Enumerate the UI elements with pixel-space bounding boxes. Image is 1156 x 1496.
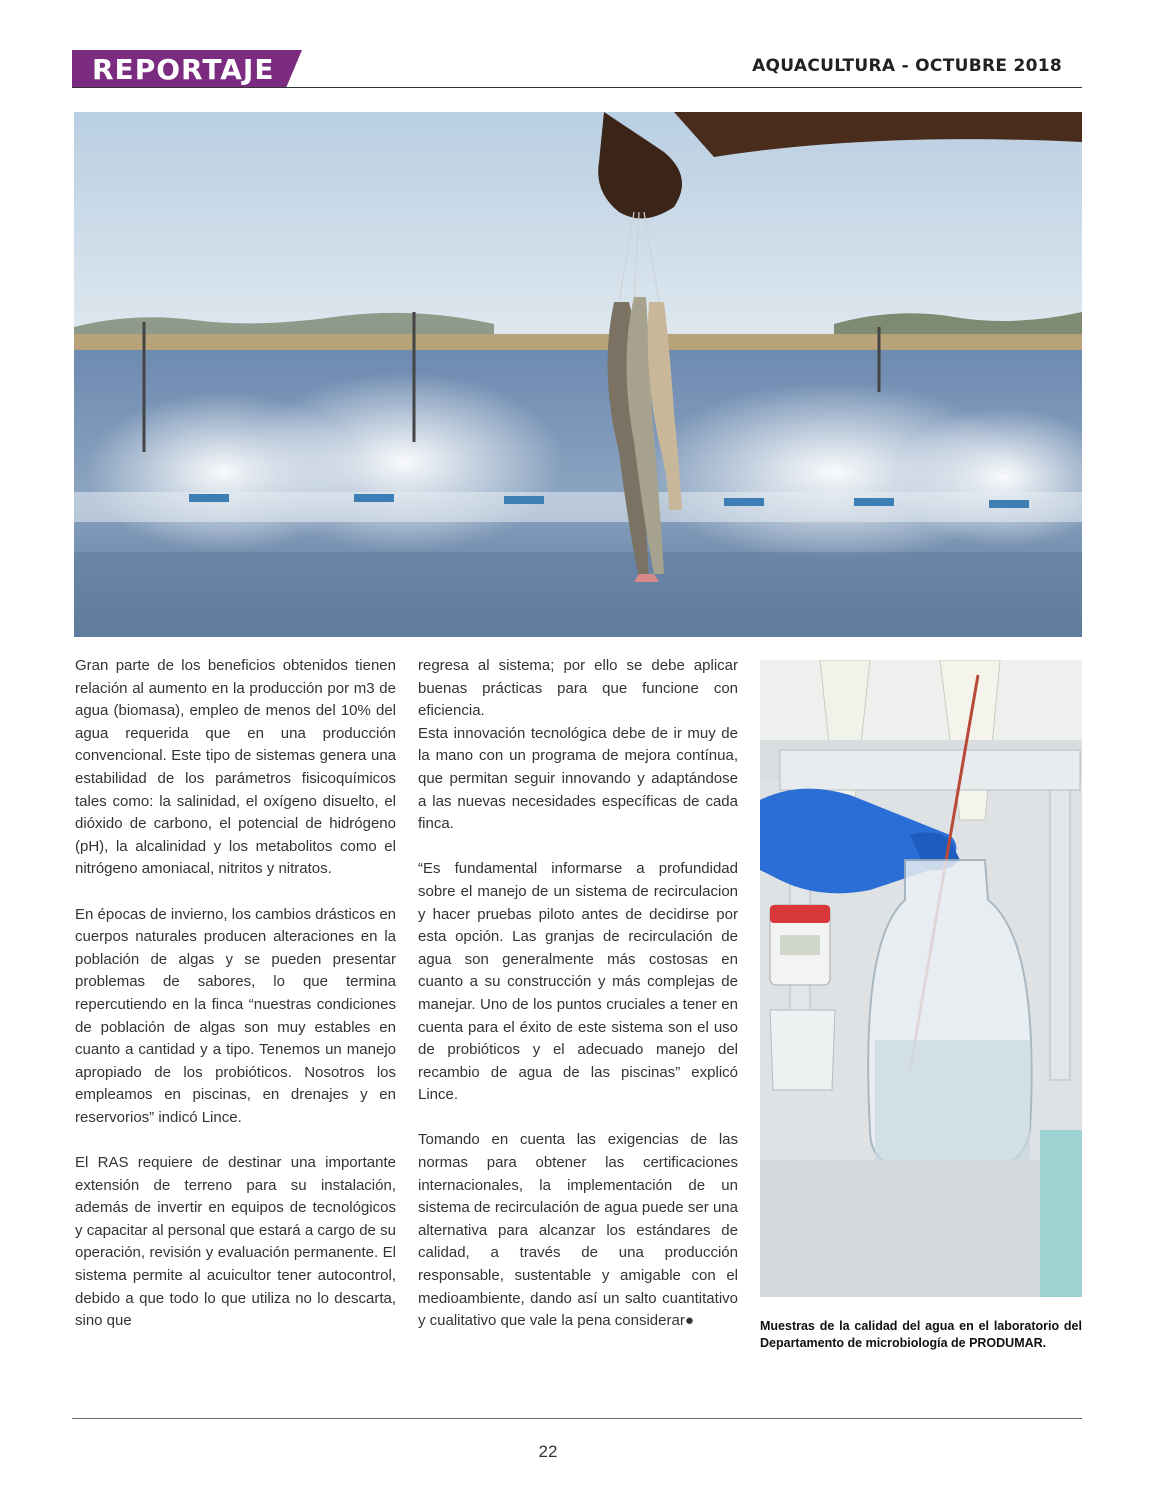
water-sample-lab-illustration xyxy=(760,660,1082,1297)
section-tag xyxy=(72,50,302,88)
publication-header: AQUACULTURA - OCTUBRE 2018 xyxy=(752,56,1062,76)
paragraph: El RAS requiere de destinar una importante extensión de terreno para su instalación, además de invertir en equipos de tecnológicos y capacitar al personal que estará a cargo de su operación, revisión y evaluación permanente. El sistema permite al acuicultor tener autocontrol, debido a que todo lo que utiliza no lo descarta, sino que xyxy=(75,1154,396,1330)
paragraph: Tomando en cuenta las exigencias de las normas para obtener las certificaciones internacionales, la implementación de un sistema de recirculación de agua puede ser una alternativa para alcanzar los estándares de calidad, a través de una producción responsable, sustentable y amigable con el medioambiente, dando así un salto cuantitativo y cualitativo que vale la pena considerar● xyxy=(418,1131,738,1330)
footer-divider xyxy=(72,1418,1082,1419)
header-divider xyxy=(72,87,1082,88)
shrimp-pond-illustration xyxy=(74,112,1082,637)
paragraph: Esta innovación tecnológica debe de ir muy de la mano con un programa de mejora contínua, que permitan seguir innovando y adaptándose a las nuevas necesidades específicas de cada finca. xyxy=(418,724,738,833)
lab-photo xyxy=(760,660,1082,1297)
page-number: 22 xyxy=(538,1442,558,1461)
article-column-2 xyxy=(418,655,738,1355)
article-column-1 xyxy=(75,655,396,1355)
paragraph: regresa al sistema; por ello se debe aplicar buenas prácticas para que funcione con eficiencia. xyxy=(418,657,738,720)
paragraph: “Es fundamental informarse a profundidad sobre el manejo de un sistema de recirculacion y hacer pruebas piloto antes de decidirse por esta opción. Las granjas de recirculación de agua son generalmente más costosas en cuanto a su construcción y más complejas de manejar. Uno de los puntos cruciales a tener en cuenta para el éxito de este sistema son el uso de probióticos y el adecuado manejo del recambio de agua de las piscinas” explicó Lince. xyxy=(418,860,738,1104)
section-label: REPORTAJE xyxy=(92,53,275,86)
paragraph: En épocas de invierno, los cambios drásticos en cuerpos naturales producen alteraciones en la población de algas y se pueden presentar problemas de sabores, lo que termina repercutiendo en la finca “nuestras condiciones de población de algas son muy estables en cuanto a cantidad y a tipo. Tenemos un manejo apropiado de los probióticos. Nosotros los empleamos en piscinas, en drenajes y en reservorios” indicó Lince. xyxy=(75,905,397,1126)
paragraph: Gran parte de los beneficios obtenidos tienen relación al aumento en la producción por m3 de agua (biomasa), empleo de menos del 10% del agua requerida que en una producción convencional. Este tipo de sistemas genera una estabilidad de los parámetros fisicoquímicos tales como: la salinidad, el oxígeno disuelto, el dióxido de carbono, el potencial de hidrógeno (pH), la alcalinidad y los metabolitos como el nitrógeno amoniacal, nitritos y nitratos. xyxy=(75,657,396,878)
lab-photo-caption: Muestras de la calidad del agua en el laboratorio del Departamento de microbiología de PRODUMAR. xyxy=(760,1319,1082,1350)
hero-photo xyxy=(74,112,1082,637)
